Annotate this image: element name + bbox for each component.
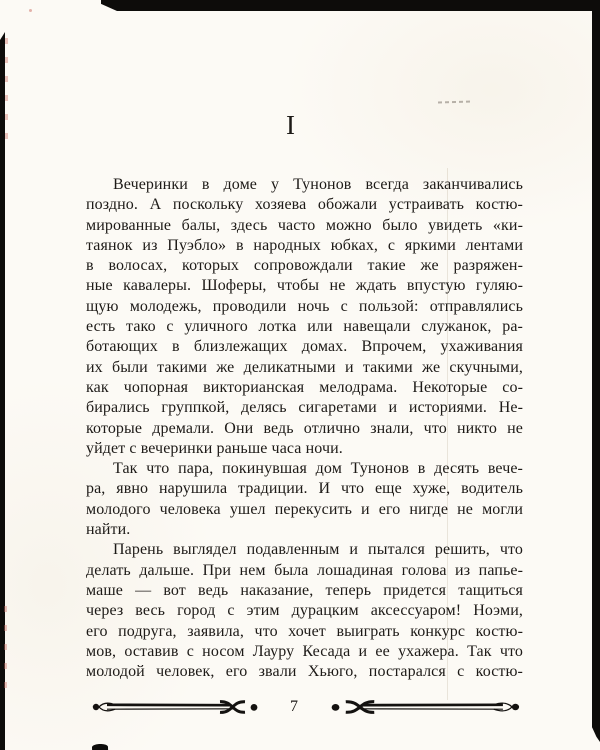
text-line: ботающих в близлежащих домах. Впрочем, ухаживания xyxy=(86,338,523,356)
footer-ornament-left xyxy=(92,699,265,715)
text-line: мированные балы, здесь часто можно было увидеть «ки- xyxy=(86,216,523,234)
text-line: его подруга, заявила, что хочет выиграть конкурс костю- xyxy=(86,622,523,640)
faint-pencil-mark xyxy=(438,101,472,104)
footer-ornament-right xyxy=(323,699,520,715)
scan-border-right xyxy=(592,0,600,742)
scan-noise-left-top xyxy=(5,38,8,140)
scan-smudge-bottom xyxy=(92,744,108,750)
text-line: Так что пара, покинувшая дом Тунонов в десять вече- xyxy=(113,460,523,478)
text-line: молодой человек, его звали Хьюго, постарался с костю- xyxy=(86,663,523,681)
text-line: ра, явно нарушила традиции. И что еще хуже, водитель xyxy=(86,480,523,498)
text-line: поздно. А поскольку хозяева обожали устраивать костю- xyxy=(86,196,523,214)
text-line: щую молодежь, проводили ночь с пользой: отправлялись xyxy=(86,297,523,315)
text-line: бирались группкой, делясь сигаретами и историями. Не- xyxy=(86,399,523,417)
page-footer xyxy=(86,698,523,716)
text-block xyxy=(86,175,523,682)
text-line: найти. xyxy=(86,521,131,539)
paragraph xyxy=(86,540,523,682)
text-line: в волосах, которых сопровождали такие же разряжен- xyxy=(86,257,523,275)
paragraph xyxy=(86,459,523,540)
text-line: через весь город с этим дурацким аксессуаром! Ноэми, xyxy=(86,602,523,620)
scan-noise-dot xyxy=(29,9,32,12)
text-line: как чопорная викторианская мелодрама. Некоторые со- xyxy=(86,378,523,396)
text-line: делать дальше. При нем была лошадиная голова из папье- xyxy=(86,561,523,579)
text-line: таянок из Пуэбло» в народных юбках, с яркими лентами xyxy=(86,236,523,254)
text-line: уйдет с вечеринки раньше часа ночи. xyxy=(86,439,343,457)
scan-border-top xyxy=(101,0,600,11)
text-line: мов, оставив с носом Лауру Кесада и ее ухажера. Так что xyxy=(86,642,523,660)
text-line: Парень выглядел подавленным и пытался решить, что xyxy=(113,541,523,559)
text-line: есть тако с уличного лотка или навещали служанок, ра- xyxy=(86,318,523,336)
text-line: молодого человека ушел перекусить и его нигде не могли xyxy=(86,500,523,518)
text-line: их были такими же деликатными и такими же скучными, xyxy=(86,358,523,376)
paragraph xyxy=(86,175,523,459)
page-number: 7 xyxy=(290,698,298,715)
text-line: маше — вот ведь наказание, теперь придется тащиться xyxy=(86,581,523,599)
scan-noise-left-bottom xyxy=(4,606,7,698)
text-line: которые дремали. Они ведь отлично знали, что никто не xyxy=(86,419,523,437)
text-line: Вечеринки в доме у Тунонов всегда заканчивались xyxy=(113,176,523,193)
text-line: ные кавалеры. Шоферы, чтобы не ждать впустую гуляю- xyxy=(86,277,523,295)
chapter-heading: I xyxy=(286,110,295,140)
